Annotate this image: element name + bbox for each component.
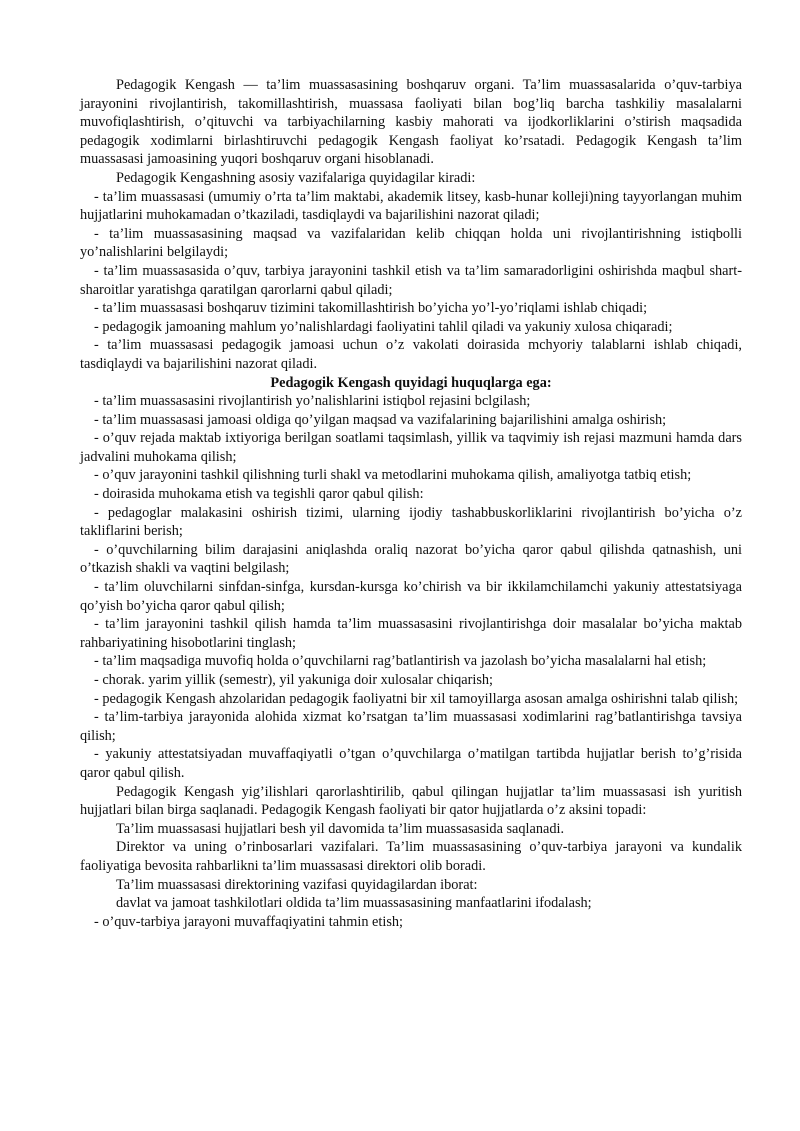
list-item: - ta’lim muassasasida o’quv, tarbiya jarayonini tashkil etish va ta’lim samaradorligini oshirishda maqbul shart-sharoitlar yaratishga qaratilgan qarorlarni qabul qiladi; [80, 262, 742, 298]
paragraph: Pedagogik Kengash — ta’lim muassasasining boshqaruv organi. Ta’lim muassasalarida o’quv-tarbiya jarayonini rivojlantirish, takomillashtirish, muassasa faoliyati bilan bog’liq barcha tashkiliy masalalarni muvofiqlashtirish, o’qituvchi va tarbiyachilarning kasbiy mahorati va ijodkorliklarini o’stirish maqsadida pedagogik xodimlarni birlashtiruvchi pedagogik Kengash faoliyat ko’rsatadi. Pedagogik Kengash ta’lim muassasasi jamoasining yuqori boshqaruv organi hisoblanadi. [80, 77, 742, 168]
list-item: - o’quvchilarning bilim darajasini aniqlashda oraliq nazorat bo’yicha qaror qabul qilishda qatnashish, uni o’tkazish shakli va vaqtini belgilash; [80, 541, 742, 577]
paragraph: Ta’lim muassasasi direktorining vazifasi quyidagilardan iborat: [116, 876, 478, 893]
paragraph: Pedagogik Kengashning asosiy vazifalariga quyidagilar kiradi: [116, 169, 476, 186]
list-item: - ta’lim muassasasini rivojlantirish yo’nalishlarini istiqbol rejasini bclgilash; [94, 393, 531, 410]
list-item: - ta’lim maqsadiga muvofiq holda o’quvchilarni rag’batlantirish va jazolash bo’yicha masalalarni hal etish; [94, 653, 707, 670]
list-item: - o’quv-tarbiya jarayoni muvaffaqiyatini tahmin etish; [94, 913, 404, 930]
list-item: - doirasida muhokama etish va tegishli qaror qabul qilish: [94, 486, 424, 503]
list-item: - yakuniy attestatsiyadan muvaffaqiyatli o’tgan o’quvchilarga o’matilgan tartibda hujjatlar berish to’g’risida qaror qabul qilish. [80, 746, 742, 781]
list-item: - ta’lim muassasasi (umumiy o’rta ta’lim maktabi, akademik litsey, kasb-hunar kolleji)ning tayyorlangan muhim hujjatlarini muhokamadan o’tkaziladi, tasdiqlaydi va bajarilishini nazorat qiladi; [80, 188, 742, 224]
list-item: - ta’lim jarayonini tashkil qilish hamda ta’lim muassasasini rivojlantirishga doir masalalar bo’yicha maktab rahbariyatining hisobotlarini tinglash; [80, 616, 742, 651]
list-item: - pedagogik jamoaning mahlum yo’nalishlardagi faoliyatini tahlil qiladi va yakuniy xulosa chiqaradi; [94, 318, 673, 335]
paragraph: Direktor va uning o’rinbosarlari vazifalari. Ta’lim muassasasining o’quv-tarbiya jarayoni va kundalik faoliyatiga bevosita rahbarlikni ta’lim muassasasi direktori olib boradi. [80, 839, 742, 874]
document-page [80, 76, 742, 931]
list-item: - pedagoglar malakasini oshirish tizimi, ularning ijodiy tashabbuskorliklarini rivojlantirish bo’yicha o’z takliflarini berish; [80, 504, 742, 540]
paragraph: Pedagogik Kengash yig’ilishlari qarorlashtirilib, qabul qilingan hujjatlar ta’lim muassasasi ish yuritish hujjatlari bilan birga saqlanadi. Pedagogik Kengash faoliyati bir qator hujjatlarda o’z aksini topadi: [80, 783, 742, 819]
list-item: - ta’lim-tarbiya jarayonida alohida xizmat ko’rsatgan ta’lim muassasasi xodimlarini rag’batlantirishga tavsiya qilish; [80, 709, 742, 744]
paragraph: davlat va jamoat tashkilotlari oldida ta’lim muassasasining manfaatlarini ifodalash; [116, 895, 592, 912]
list-item: - o’quv rejada maktab ixtiyoriga berilgan soatlami taqsimlash, yillik va taqvimiy ish rejasi mazmuni hamda dars jadvalini muhokama qilish; [80, 430, 742, 465]
paragraph: Ta’lim muassasasi hujjatlari besh yil davomida ta’lim muassasasida saqlanadi. [116, 820, 565, 837]
list-item: - pedagogik Kengash ahzolaridan pedagogik faoliyatni bir xil tamoyillarga asosan amalga oshirishni talab qilish; [94, 690, 739, 707]
list-item: - ta’lim muassasasi jamoasi oldiga qo’yilgan maqsad va vazifalarining bajarilishini amalga oshirish; [94, 411, 667, 428]
list-item: - ta’lim muassasasi boshqaruv tizimini takomillashtirish bo’yicha yo’l-yo’riqlami ishlab chiqadi; [94, 300, 648, 317]
list-item: - ta’lim oluvchilarni sinfdan-sinfga, kursdan-kursga ko’chirish va bir ikkilamchilamchi yakuniy attestatsiyaga qo’yish bo’yicha qaror qabul qilish; [80, 579, 742, 614]
list-item: - chorak. yarim yillik (semestr), yil yakuniga doir xulosalar chiqarish; [94, 672, 494, 688]
list-item: - o’quv jarayonini tashkil qilishning turli shakl va metodlarini muhokama qilish, amaliyotga tatbiq etish; [94, 467, 692, 484]
list-item: - ta’lim muassasasi pedagogik jamoasi uchun o’z vakolati doirasida mchyoriy talablarni ishlab chiqadi, tasdiqlaydi va bajarilishini nazorat qiladi. [80, 337, 742, 372]
list-item: - ta’lim muassasasining maqsad va vazifalaridan kelib chiqqan holda uni rivojlantirishning istiqbolli yo’nalishlarini belgilaydi; [80, 225, 742, 261]
section-heading: Pedagogik Kengash quyidagi huquqlarga ega: [270, 374, 552, 391]
